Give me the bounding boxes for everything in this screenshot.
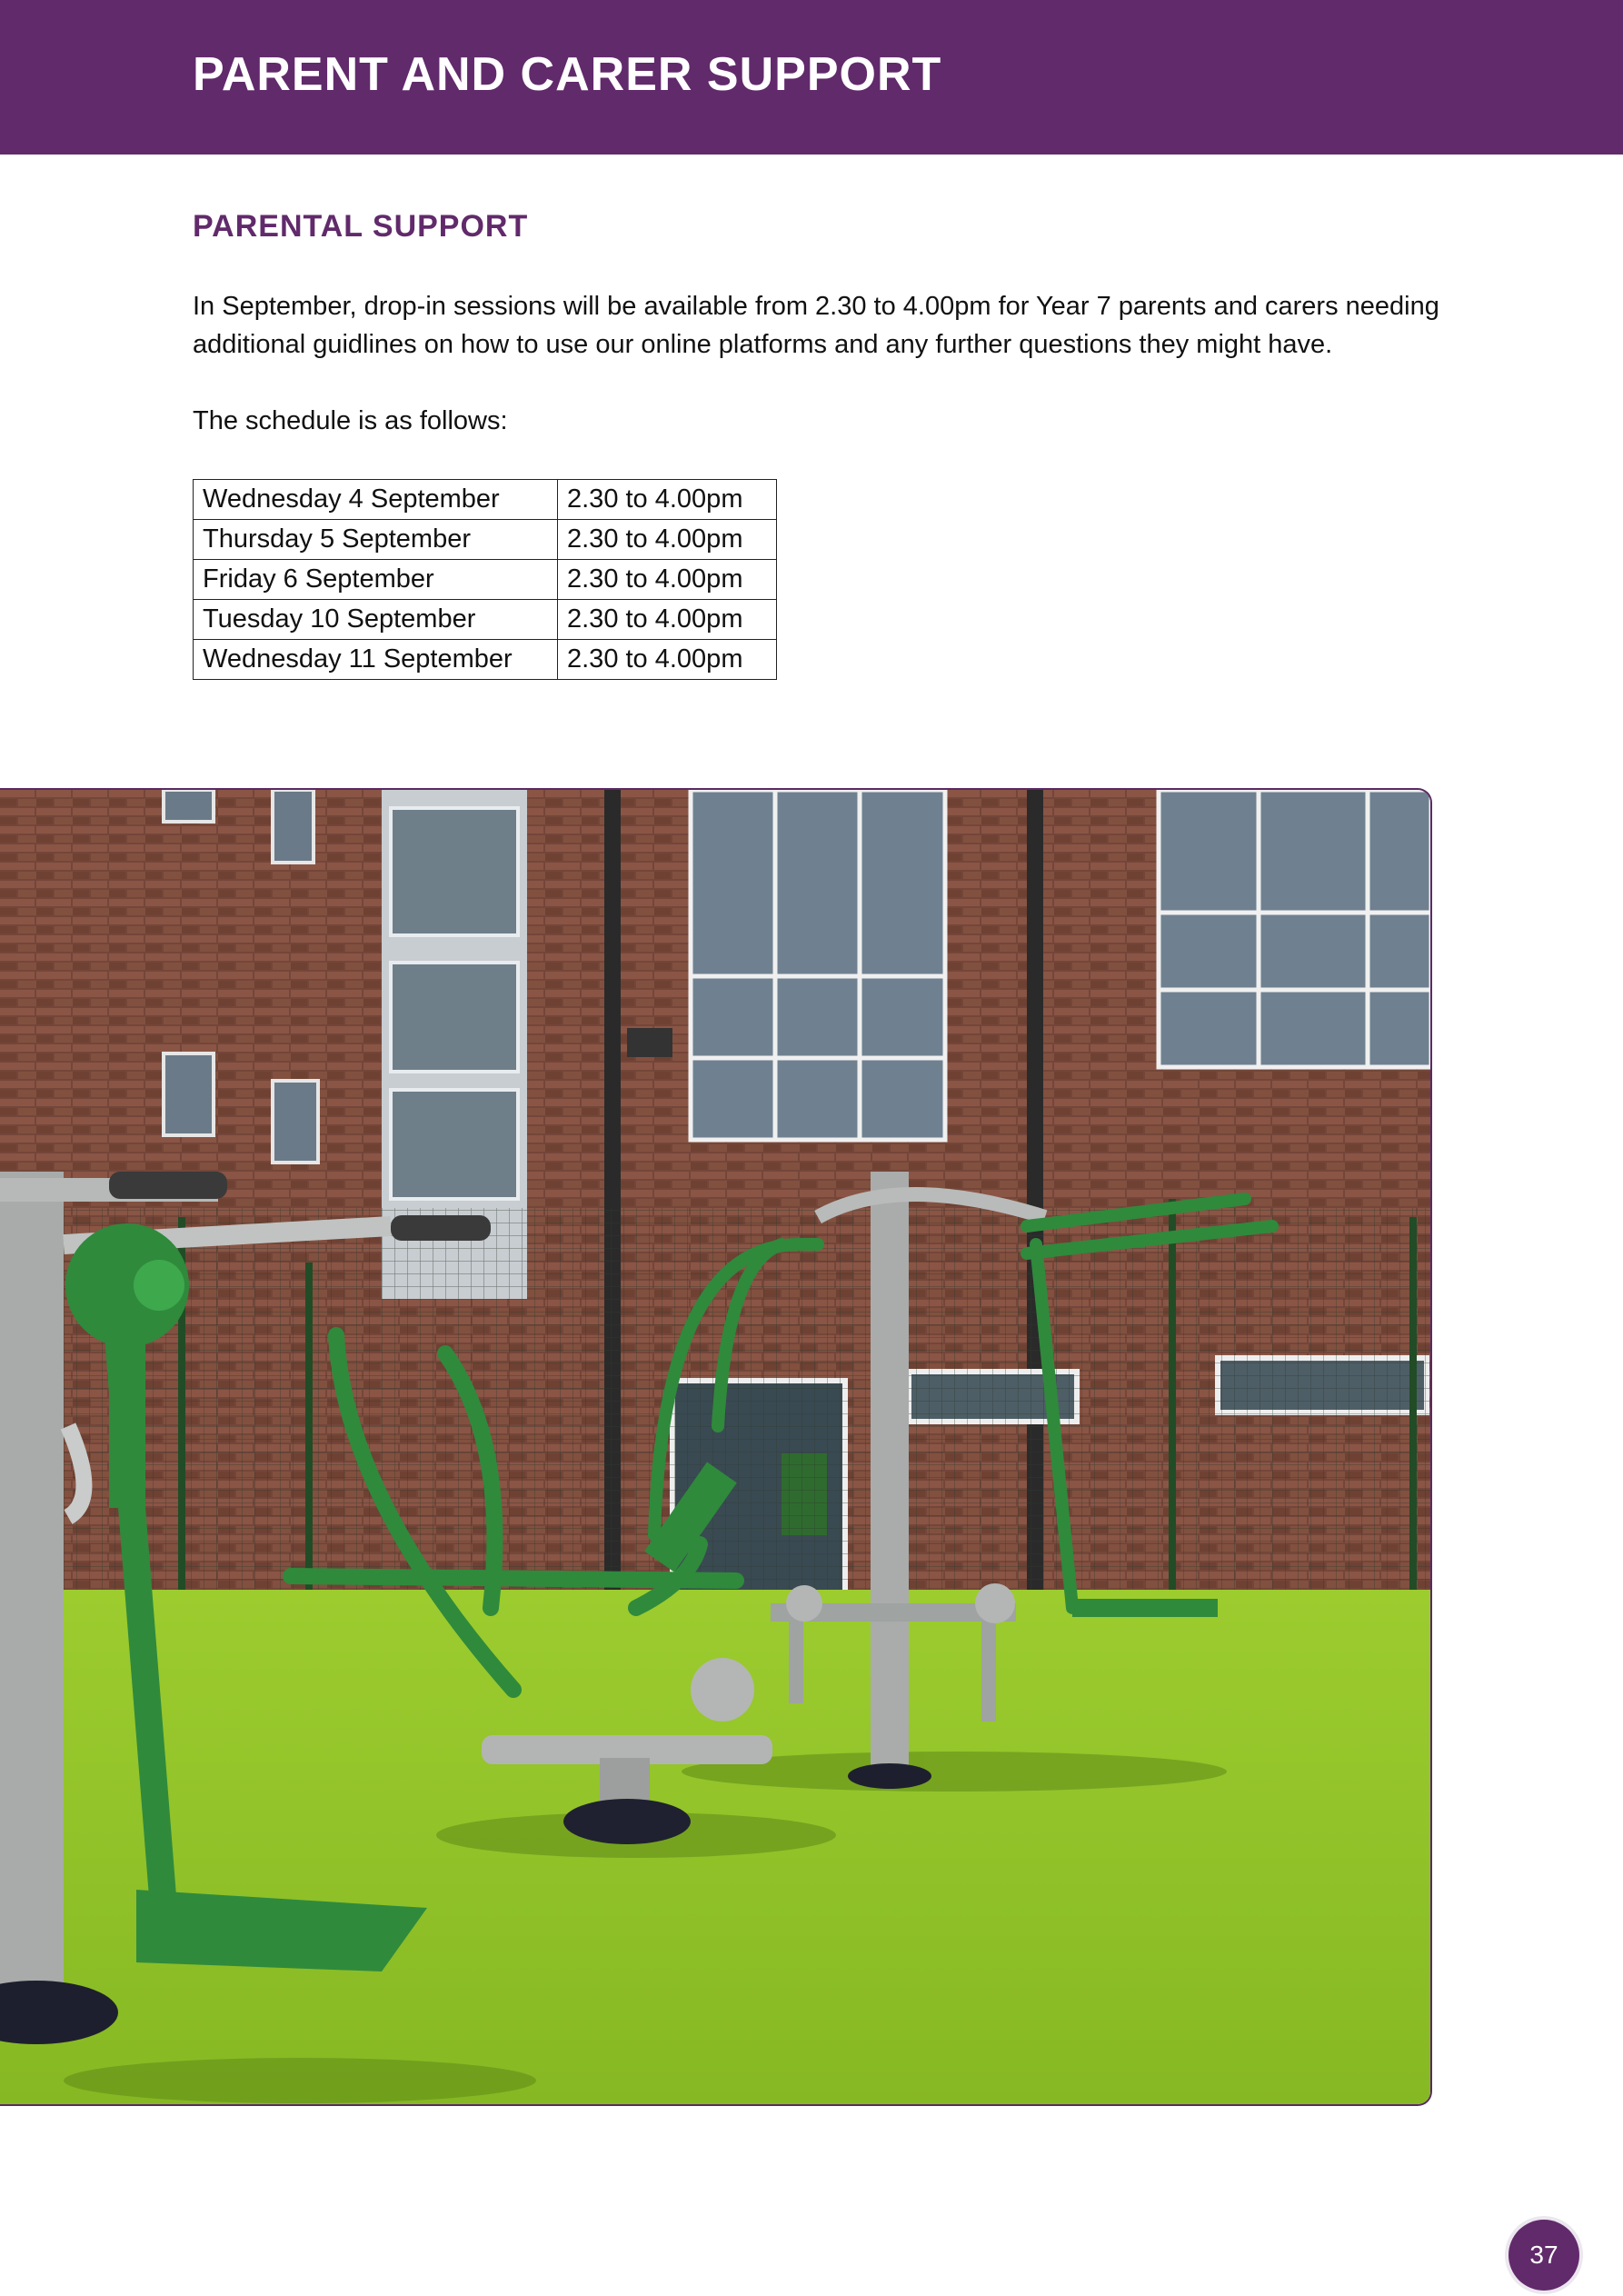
table-row	[194, 600, 777, 640]
schedule-day: Friday 6 September	[194, 560, 558, 600]
outdoor-gym-illustration	[0, 790, 1432, 2106]
table-row	[194, 560, 777, 600]
schedule-day: Thursday 5 September	[194, 520, 558, 560]
schedule-day: Tuesday 10 September	[194, 600, 558, 640]
intro-paragraph: In September, drop-in sessions will be available from 2.30 to 4.00pm for Year 7 parents and carers needing additional guidlines on how to use our online platforms and any further questions they might have.	[193, 292, 1439, 359]
schedule-intro: The schedule is as follows:	[193, 406, 508, 435]
schedule-day: Wednesday 4 September	[194, 480, 558, 520]
header-bar	[0, 0, 1623, 155]
page-title: PARENT AND CARER SUPPORT	[193, 48, 942, 101]
schedule-time: 2.30 to 4.00pm	[558, 640, 777, 680]
table-row	[194, 520, 777, 560]
schedule-time: 2.30 to 4.00pm	[558, 520, 777, 560]
schedule-time: 2.30 to 4.00pm	[558, 560, 777, 600]
schedule-time: 2.30 to 4.00pm	[558, 600, 777, 640]
schedule-table	[193, 479, 777, 680]
table-row	[194, 480, 777, 520]
schedule-time: 2.30 to 4.00pm	[558, 480, 777, 520]
section-heading: PARENTAL SUPPORT	[193, 209, 529, 244]
page-number: 37	[1508, 2220, 1579, 2291]
table-row	[194, 640, 777, 680]
schedule-day: Wednesday 11 September	[194, 640, 558, 680]
outdoor-gym-photo	[0, 788, 1432, 2106]
